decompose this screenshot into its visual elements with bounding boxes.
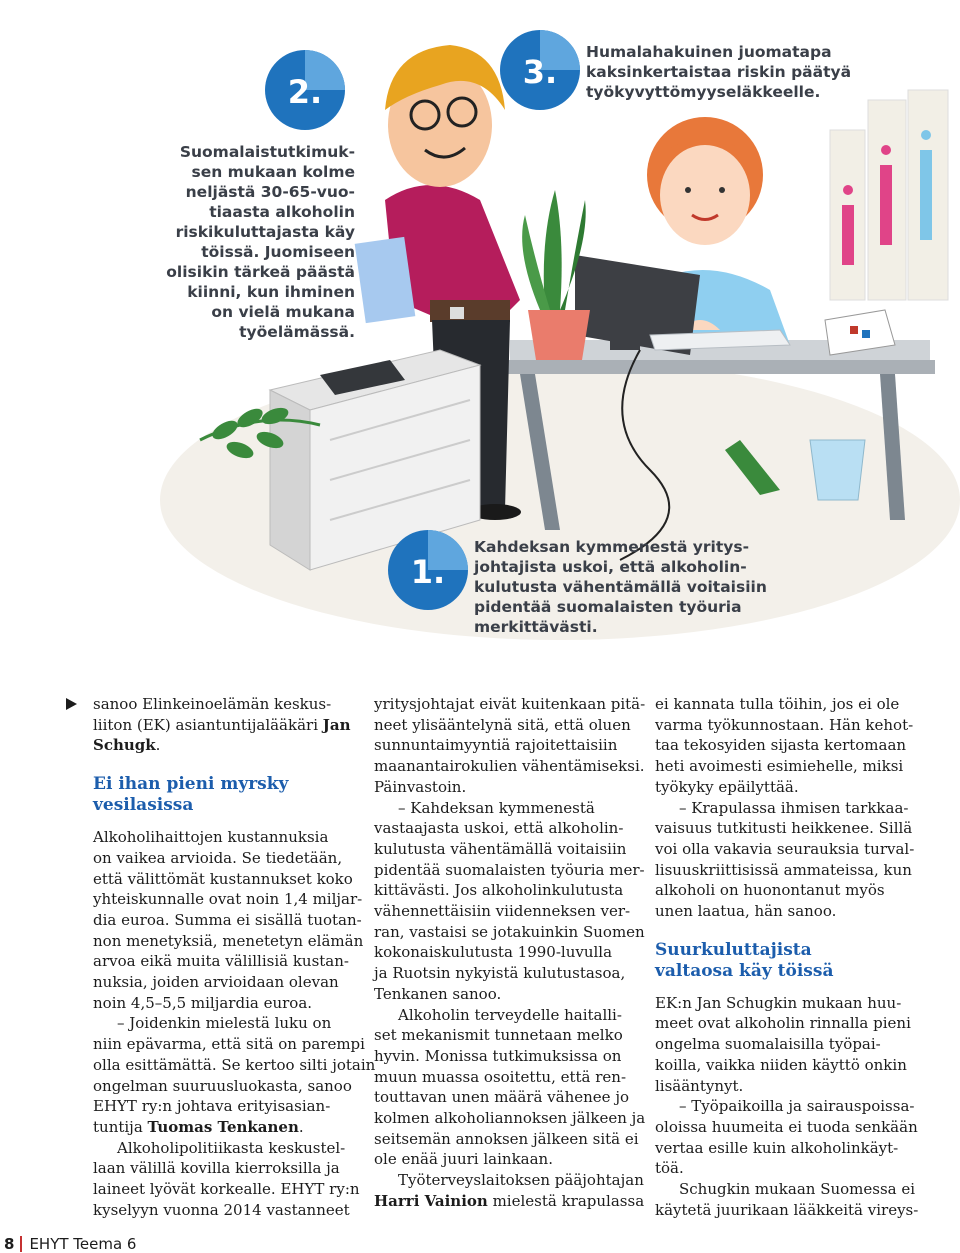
text-line: että välittömät kustannukset koko [93, 869, 353, 888]
text-line: ongelma suomalaisilla työpai- [655, 1035, 881, 1054]
text-line: Alkoholin terveydelle haitalli- [398, 1005, 622, 1024]
col1-paragraph-1: sanoo Elinkeinoelämän keskus- liiton (EK) asiantuntijalääkäri Jan Schugk. [93, 695, 351, 755]
text-line: kokonaiskulutusta 1990-luvulla [374, 943, 613, 962]
text-line: oloissa huumeita ei tuoda senkään [655, 1117, 918, 1136]
text-line: pidentää suomalaisten työuria mer- [374, 860, 645, 879]
badge-1 [388, 530, 468, 610]
callout-line: riskikuluttajasta käy [175, 223, 355, 241]
text-line: yhteiskunnalle ovat noin 1,4 miljar- [93, 890, 363, 909]
text-line: Päinvastoin. [374, 777, 467, 796]
text-line: EK:n Jan Schugkin mukaan huu- [655, 993, 902, 1012]
text-line: työkyky epäilyttää. [655, 777, 799, 796]
callout-line: Humalahakuinen juomatapa [586, 43, 832, 61]
badge-1-number: 1. [410, 553, 446, 591]
article-column-3 [655, 694, 920, 1220]
text-line: töä. [655, 1159, 684, 1178]
badge-3-number: 3. [522, 53, 558, 91]
text-line: meet ovat alkoholin rinnalla pieni [655, 1014, 911, 1033]
badge-2 [265, 50, 345, 130]
callout-line: työkyvyttömyyseläkkeelle. [586, 83, 821, 101]
text-line: varma työkunnostaan. Hän kehot- [655, 715, 914, 734]
text-line: – Krapulassa ihmisen tarkkaa- [679, 798, 909, 817]
text-line: kyselyyn vuonna 2014 vastanneet [93, 1200, 350, 1219]
text-line: koilla, vaikka niiden käyttö onkin [655, 1055, 907, 1074]
callout-line: tiaasta alkoholin [209, 203, 355, 221]
col2-paragraph-4: Työterveyslaitoksen pääjohtajan Harri Vainion mielestä krapulassa [374, 1171, 645, 1210]
col3-paragraph-5 [655, 1179, 920, 1220]
text-line: yritysjohtajat eivät kuitenkaan pitä- [374, 695, 646, 713]
col1-paragraph-2 [93, 827, 364, 1013]
callout-3-text [586, 42, 886, 102]
text-line: käytetä juurikaan lääkkeitä vireys- [655, 1200, 919, 1219]
callout-line: työelämässä. [239, 323, 355, 341]
col3-paragraph-2 [655, 798, 920, 922]
section-heading-2: Suurkuluttajista valtaosa käy töissä [655, 939, 834, 981]
text-line: hyvin. Monissa tutkimuksissa on [374, 1046, 622, 1065]
text-line: touttavan unen määrä vähenee jo [374, 1088, 629, 1107]
text-line: Tenkanen sanoo. [374, 984, 502, 1003]
text-line: lisuuskriittisissä ammateissa, kun [655, 860, 912, 879]
text-line: Schugkin mukaan Suomessa ei [679, 1180, 916, 1199]
publication-name: EHYT Teema 6 [29, 1235, 137, 1253]
text-line: seitsemän annoksen jälkeen sitä ei [374, 1129, 639, 1148]
text-line: non menetyksiä, menetetyn elämän [93, 931, 364, 950]
text-line: alkoholi on huonontanut myös [655, 881, 885, 900]
text-line: sunnuntaimyyntiä rajoitettaisiin [374, 736, 618, 755]
callout-line: neljästä 30-65-vuo- [185, 183, 355, 201]
binders [830, 90, 948, 300]
text-line: ole enää juuri lainkaan. [374, 1150, 553, 1169]
text-line: vertaa esille kuin alkoholinkäyt- [655, 1138, 899, 1157]
callout-line: kiinni, kun ihminen [187, 283, 355, 301]
text-line: vaisuus tutkitusti heikkenee. Sillä [655, 819, 913, 838]
text-line: kittävästi. Jos alkoholinkulutusta [374, 881, 624, 900]
page-number: 8 [4, 1235, 15, 1253]
article-column-2 [374, 694, 646, 1212]
callout-1-text [474, 537, 767, 637]
callout-line: kulutusta vähentämällä voitaisiin [474, 578, 767, 596]
callout-line: sen mukaan kolme [191, 163, 355, 181]
col3-paragraph-1 [655, 694, 920, 798]
col2-paragraph-1 [374, 694, 646, 798]
waste-basket [810, 440, 865, 500]
col3-paragraph-3 [655, 993, 920, 1097]
text-line: kolmen alkoholiannoksen jälkeen ja [374, 1109, 646, 1128]
col3-paragraph-4 [655, 1096, 920, 1179]
callout-line: Kahdeksan kymmenestä yritys- [474, 538, 750, 556]
text-line: unen laatua, hän sanoo. [655, 902, 837, 921]
text-line: ja Ruotsin nykyistä kulutustasoa, [374, 964, 626, 983]
text-line: arvoa eikä muita välillisiä kustan- [93, 952, 349, 971]
callout-line: on vielä mukana [211, 303, 355, 321]
badge-2-number: 2. [287, 73, 323, 111]
text-line: laineet lyövät korkealle. EHYT ry:n [93, 1180, 360, 1199]
callout-2-text [150, 142, 355, 342]
callout-line: töissä. Juomiseen [201, 243, 355, 261]
callout-line: Suomalaistutkimuk- [179, 143, 355, 161]
text-line: lisääntynyt. [655, 1076, 744, 1095]
text-line: voi olla vakavia seurauksia turval- [655, 839, 915, 858]
callout-line: pidentää suomalaisten työuria [474, 598, 742, 616]
callout-line: merkittävästi. [474, 618, 598, 636]
footer-divider [20, 1236, 22, 1252]
text-line: nuksia, joiden arvioidaan olevan [93, 973, 339, 992]
col1-paragraph-3: – Joidenkin mielestä luku on niin epävarma, että sitä on parempi olla esittämättä. Se kertoo silti jotain ongelman suuruusluokasta, sanoo EHYT ry:n johtava erityisasian- tuntija Tuomas Tenkanen. [93, 1014, 376, 1136]
text-line: ran, vastaisi se jotakuinkin Suomen [374, 922, 645, 941]
col2-paragraph-2 [374, 798, 645, 1005]
section-heading-1: Ei ihan pieni myrsky vesilasissa [93, 774, 289, 816]
callout-line: kaksinkertaistaa riskin päätyä [586, 63, 852, 81]
col1-paragraph-4 [93, 1138, 358, 1221]
badge-3 [500, 30, 580, 110]
callout-line: johtajista uskoi, että alkoholin- [474, 558, 747, 576]
article-column-1 [93, 694, 376, 1220]
text-line: laan välillä kovilla kierroksilla ja [93, 1159, 340, 1178]
text-line: vastaajasta uskoi, että alkoholin- [374, 819, 624, 838]
col2-paragraph-3 [374, 1005, 646, 1171]
page-footer [4, 1235, 136, 1253]
continuation-arrow-icon [66, 698, 77, 710]
text-line: taa tekosyiden sijasta kertomaan [655, 736, 907, 755]
text-line: noin 4,5–5,5 miljardia euroa. [93, 993, 313, 1012]
text-line: on vaikea arvioida. Se tiedetään, [93, 848, 343, 867]
text-line: – Työpaikoilla ja sairauspoissa- [679, 1097, 915, 1116]
text-line: muun muassa osoitettu, että ren- [374, 1067, 627, 1086]
text-line: Alkoholipolitiikasta keskustel- [117, 1138, 346, 1157]
text-line: ei kannata tulla töihin, jos ei ole [655, 695, 900, 713]
text-line: heti avoimesti esimiehelle, miksi [655, 757, 904, 776]
callout-line: olisikin tärkeä päästä [166, 263, 355, 281]
text-line: vähennettäisiin viidenneksen ver- [374, 902, 631, 921]
text-line: – Kahdeksan kymmenestä [398, 798, 595, 817]
text-line: neet ylisääntelynä sitä, että oluen [374, 715, 631, 734]
text-line: maanantairokulien vähentämiseksi. [374, 757, 645, 776]
text-line: dia euroa. Summa ei sisällä tuotan- [93, 910, 362, 929]
text-line: kulutusta vähentämällä voitaisiin [374, 839, 627, 858]
text-line: Alkoholihaittojen kustannuksia [93, 828, 329, 847]
text-line: set mekanismit tunnetaan melko [374, 1026, 623, 1045]
